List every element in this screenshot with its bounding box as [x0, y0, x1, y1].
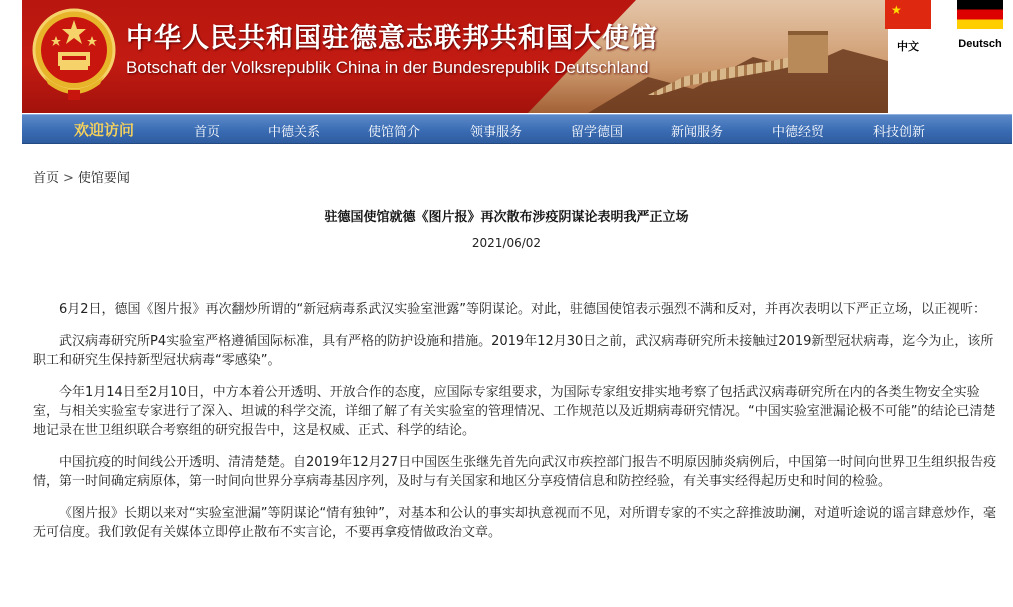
nav-item-embassy-intro[interactable]: 使馆简介: [368, 125, 421, 140]
breadcrumb: [33, 167, 130, 186]
header-banner: [22, 0, 888, 113]
main-navigation: [22, 114, 1012, 144]
site-title-chinese: 中华人民共和国驻德意志联邦共和国大使馆: [126, 23, 658, 54]
site-title-german: Botschaft der Volksrepublik China in der Bundesrepublik Deutschland: [126, 58, 649, 77]
nav-item-economy-trade[interactable]: 中德经贸: [772, 125, 825, 140]
breadcrumb-home-link[interactable]: 首页: [33, 171, 60, 186]
article-title: 驻德国使馆就德《图片报》再次散布涉疫阴谋论表明我严正立场: [324, 210, 689, 225]
nav-welcome-label: 欢迎访问: [74, 121, 135, 139]
language-chinese-label: 中文: [897, 41, 919, 53]
article-body: [33, 300, 1001, 555]
great-wall-tower-image: [788, 31, 828, 73]
flag-de-icon: [957, 0, 1003, 29]
article-paragraph: 中国抗疫的时间线公开透明、清清楚楚。自2019年12月27日中国医生张继先首先向武汉市疾控部门报告不明原因肺炎病例后，中国第一时间向世界卫生组织报告疫情，第一时间确定病原体，第一时间向世界分享病毒基因序列，及时与有关国家和地区分享疫情信息和防控经验，有关事实经得起历史和时间的检验。: [33, 455, 997, 489]
article-paragraph: 今年1月14日至2月10日，中方本着公开透明、开放合作的态度，应国际专家组要求，为国际专家组安排实地考察了包括武汉病毒研究所在内的各类生物安全实验室，与相关实验室专家进行了深入、坦诚的科学交流，详细了解了有关实验室的管理情况、工作规范以及近期病毒研究情况。“中国实验室泄漏论极不可能”的结论已清楚地记录在世卫组织联合考察组的研究报告中，这是权威、正式、科学的结论。: [33, 385, 996, 438]
article-date: 2021/06/02: [471, 236, 542, 250]
language-german-label: Deutsch: [958, 38, 1002, 50]
nav-item-consular-services[interactable]: 领事服务: [470, 125, 523, 140]
nav-item-news-service[interactable]: 新闻服务: [671, 125, 724, 140]
article-paragraph: 武汉病毒研究所P4实验室严格遵循国际标准，具有严格的防护设施和措施。2019年12月30日之前，武汉病毒研究所未接触过2019新型冠状病毒，迄今为止，该所职工和研究生保持新型冠状病毒“零感染”。: [33, 334, 994, 368]
language-chinese-link[interactable]: [880, 0, 936, 54]
breadcrumb-current-link[interactable]: 使馆要闻: [77, 171, 130, 186]
flag-cn-icon: ★: [885, 0, 931, 29]
nav-item-technology-innovation[interactable]: 科技创新: [873, 125, 926, 140]
language-german-link[interactable]: [952, 0, 1008, 50]
nav-item-sino-german-relations[interactable]: 中德关系: [268, 125, 321, 140]
article-paragraph: 《图片报》长期以来对“实验室泄漏”等阴谋论“情有独钟”，对基本和公认的事实却执意视而不见，对所谓专家的不实之辞推波助澜，对道听途说的谣言肆意炒作，毫无可信度。我们敦促有关媒体立即停止散布不实言论，不要再拿疫情做政治文章。: [33, 506, 996, 540]
article-paragraph: 6月2日，德国《图片报》再次翻炒所谓的“新冠病毒系武汉实验室泄露”等阴谋论。对此，驻德国使馆表示强烈不满和反对，并再次表明以下严正立场，以正视听：: [59, 302, 987, 317]
national-emblem-icon: [30, 6, 118, 102]
nav-item-home[interactable]: 首页: [194, 125, 221, 140]
nav-item-study-germany[interactable]: 留学德国: [571, 125, 624, 140]
breadcrumb-separator: >: [63, 171, 74, 186]
